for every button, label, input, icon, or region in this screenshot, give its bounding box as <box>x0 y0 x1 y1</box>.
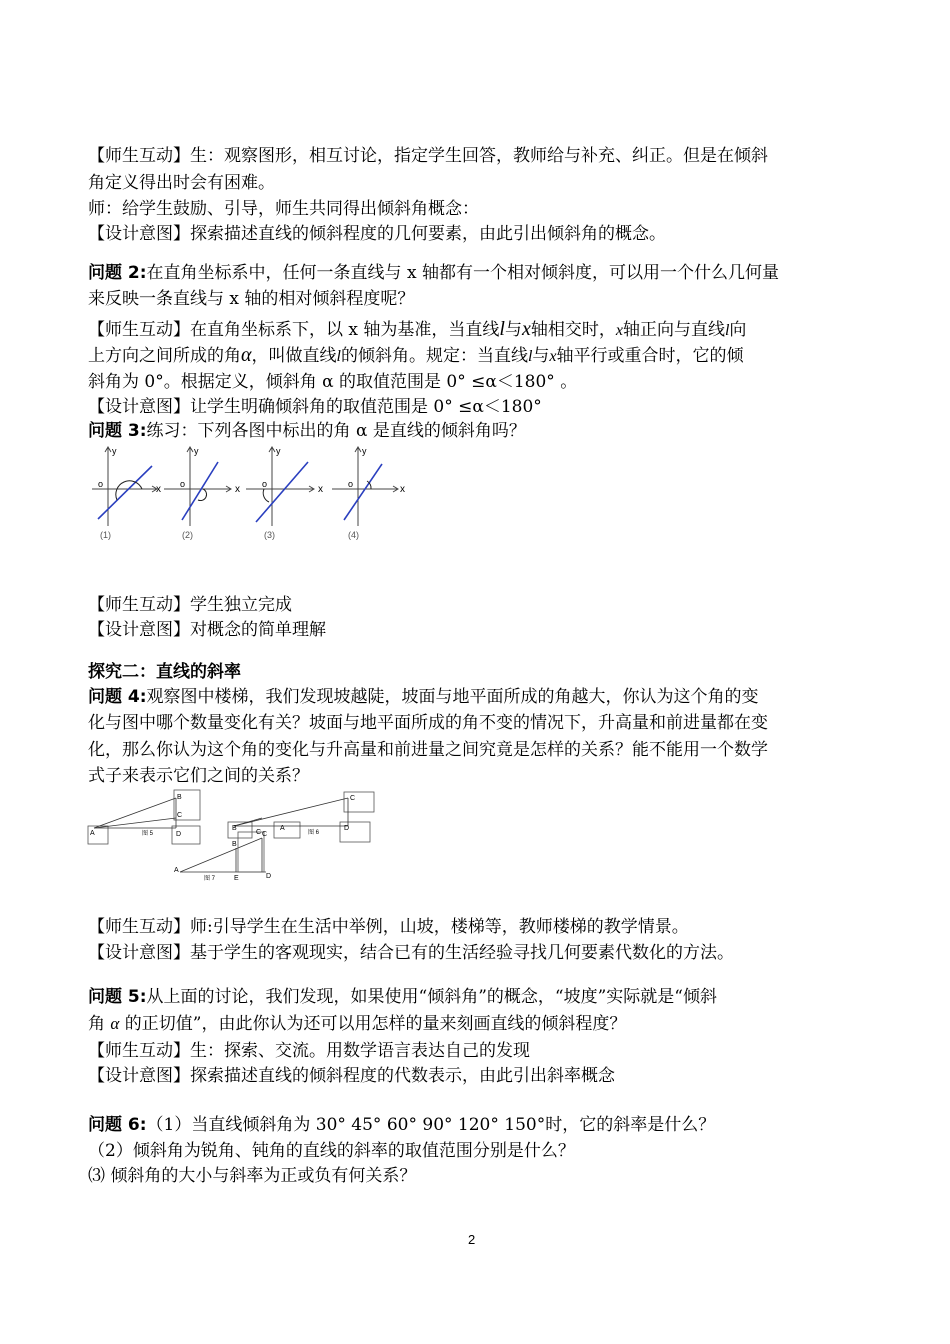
symbol-alpha: α <box>110 1014 120 1033</box>
q6-line2: （2）倾斜角为锐角、钝角的直线的斜率的取值范围分别是什么？ <box>88 1141 575 1161</box>
q4-line3: 化，那么你认为这个角的变化与升高量和前进量之间究竟是怎样的关系？能不能用一个数学 <box>88 740 768 760</box>
q2-label: 问题 2: <box>88 263 147 283</box>
point-label-a: A <box>90 830 95 837</box>
explore2-title: 探究二：直线的斜率 <box>88 662 241 682</box>
q2-line4d: 与 <box>532 346 550 366</box>
origin-label: o <box>98 479 104 489</box>
q4-line1 <box>88 685 878 709</box>
section1-line1: 【师生互动】生：观察图形，相互讨论，指定学生回答，教师给与补充、纠正。但是在倾斜 <box>88 146 768 166</box>
point-label-c: C <box>177 812 183 819</box>
caption-3: (3) <box>264 530 275 540</box>
point-label-d: D <box>176 831 182 838</box>
q2-line2: 来反映一条直线与 x 轴的相对倾斜程度呢？ <box>88 289 415 309</box>
caption-4: (4) <box>348 530 359 540</box>
symbol-l: l <box>336 348 341 365</box>
axis-x-label: x <box>400 484 405 495</box>
q6-line3: ⑶ 倾斜角的大小与斜率为正或负有何关系？ <box>88 1166 417 1186</box>
q2-text: 在直角坐标系中，任何一条直线与 x 轴都有一个相对倾斜度，可以用一个什么几何量 <box>146 263 779 283</box>
figure-5-caption: 图 5 <box>142 831 154 837</box>
stairs-figure <box>86 788 386 888</box>
axis-y-label: y <box>112 446 117 456</box>
symbol-x: x <box>615 322 623 339</box>
symbol-l: l <box>724 322 730 339</box>
point-label-a: A <box>280 825 285 832</box>
subfigure-3 <box>246 447 314 526</box>
q3-line <box>88 419 878 443</box>
section1-line2: 角定义得出时会有困难。 <box>88 173 275 193</box>
q5-line2 <box>88 1012 878 1036</box>
origin-label: o <box>262 479 268 489</box>
q6-label: 问题 6: <box>88 1115 147 1135</box>
symbol-alpha: α <box>241 344 252 366</box>
point-label-d: D <box>266 873 272 880</box>
point-label-e: E <box>234 875 239 882</box>
subfigure-2 <box>164 447 231 526</box>
q5-line2a: 角 <box>88 1014 111 1034</box>
q2-interact-d: 轴正向与直线 <box>622 320 725 340</box>
axis-y-label: y <box>276 446 281 456</box>
q5-label: 问题 5: <box>88 987 147 1007</box>
q2-line4a: 上方向之间所成的角 <box>88 346 241 366</box>
origin-label: o <box>348 479 354 489</box>
q2-interact-line <box>88 317 878 343</box>
point-label-c: C <box>256 829 262 836</box>
q4-interact: 【师生互动】师:引导学生在生活中举例，山坡，楼梯等，教师楼梯的教学情景。 <box>88 917 689 937</box>
q5-design: 【设计意图】探索描述直线的倾斜程度的代数表示，由此引出斜率概念 <box>88 1066 615 1086</box>
q4-design: 【设计意图】基于学生的客观现实，结合已有的生活经验寻找几何要素代数化的方法。 <box>88 943 734 963</box>
figure-7 <box>180 832 266 872</box>
q2-line4c: 的倾斜角。规定：当直线 <box>340 346 528 366</box>
q2-line4b: ，叫做直线 <box>251 346 337 366</box>
q2-line5: 斜角为 0°。根据定义，倾斜角 α 的取值范围是 0° ≤α＜180° 。 <box>88 372 578 392</box>
figure-7-caption: 图 7 <box>204 876 216 882</box>
symbol-x: x <box>521 318 531 340</box>
caption-2: (2) <box>182 530 193 540</box>
q4-label: 问题 4: <box>88 687 147 707</box>
figure-6-caption: 图 6 <box>308 830 320 836</box>
q5-line1 <box>88 985 878 1009</box>
axis-y-label: y <box>194 446 199 456</box>
q2-design: 【设计意图】让学生明确倾斜角的取值范围是 0° ≤α＜180° <box>88 397 542 417</box>
q6-line1 <box>88 1113 878 1137</box>
q3-label: 问题 3: <box>88 421 147 441</box>
q5-interact: 【师生互动】生：探索、交流。用数学语言表达自己的发现 <box>88 1041 530 1061</box>
point-label-a: A <box>174 867 179 874</box>
point-label-c: C <box>262 831 268 838</box>
q5-text: 从上面的讨论，我们发现，如果使用“倾斜角”的概念，“坡度”实际就是“倾斜 <box>146 987 717 1007</box>
q2-interact-a: 【师生互动】在直角坐标系下，以 x 轴为基准，当直线 <box>88 320 500 340</box>
inclination-figure <box>86 444 416 544</box>
subfigure-4 <box>332 447 398 526</box>
section1-line3: 师：给学生鼓励、引导，师生共同得出倾斜角概念： <box>88 199 479 219</box>
q4-text: 观察图中楼梯，我们发现坡越陡，坡面与地平面所成的角越大，你认为这个角的变 <box>146 687 759 707</box>
q2-line4 <box>88 343 878 369</box>
q2-line1 <box>88 261 878 285</box>
q4-line2: 化与图中哪个数量变化有关？坡面与地平面所成的角不变的情况下，升高量和前进量都在变 <box>88 713 768 733</box>
point-label-c: C <box>350 795 356 802</box>
q2-line4e: 轴平行或重合时，它的倾 <box>556 346 744 366</box>
axis-x-label: x <box>235 484 240 495</box>
symbol-l: l <box>499 318 505 340</box>
origin-label: o <box>180 479 186 489</box>
symbol-l: l <box>527 348 533 365</box>
symbol-x: x <box>549 348 557 365</box>
q6-text: （1）当直线倾斜角为 30° 45° 60° 90° 120° 150°时，它的斜率是什么？ <box>146 1115 716 1135</box>
page-number: 2 <box>468 1232 476 1247</box>
axis-x-label: x <box>318 484 323 495</box>
q2-interact-b: 与 <box>504 320 522 340</box>
axis-y-label: y <box>362 446 367 456</box>
point-label-b: B <box>177 794 182 801</box>
q2-interact-e: 向 <box>729 320 747 340</box>
q3-design: 【设计意图】对概念的简单理解 <box>88 620 326 640</box>
section1-design: 【设计意图】探索描述直线的倾斜程度的几何要素，由此引出倾斜角的概念。 <box>88 224 666 244</box>
axis-x-label: x <box>156 484 161 495</box>
point-label-b: B <box>232 841 237 848</box>
caption-1: (1) <box>100 530 111 540</box>
q3-text: 练习：下列各图中标出的角 α 是直线的倾斜角吗？ <box>146 421 526 441</box>
q2-interact-c: 轴相交时， <box>530 320 616 340</box>
q4-line4: 式子来表示它们之间的关系？ <box>88 766 309 786</box>
q5-line2b: 的正切值”，由此你认为还可以用怎样的量来刻画直线的倾斜程度？ <box>119 1014 627 1034</box>
q3-interact: 【师生互动】学生独立完成 <box>88 595 292 615</box>
point-label-d: D <box>344 825 350 832</box>
point-label-b: B <box>232 825 237 832</box>
